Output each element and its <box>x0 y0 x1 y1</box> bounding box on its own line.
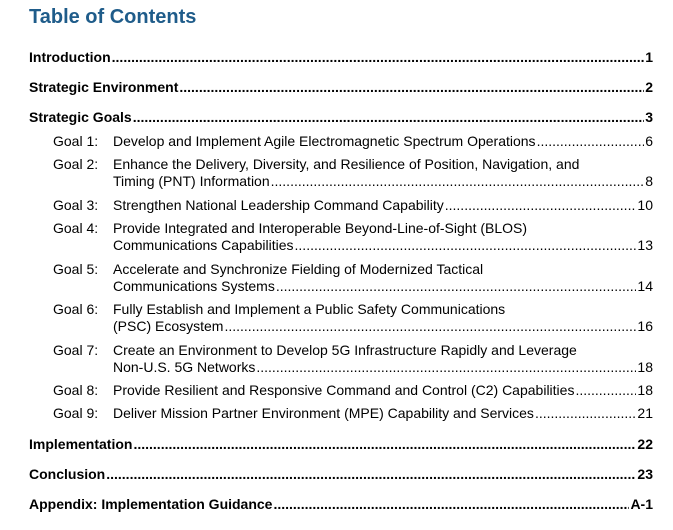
dot-leader <box>276 278 637 295</box>
toc-entry-label: Strategic Goals <box>29 109 132 125</box>
toc-entry-goal-4[interactable] <box>53 220 653 254</box>
goal-title-line1: Enhance the Delivery, Diversity, and Resilience of Position, Navigation, and <box>113 156 580 172</box>
toc-entry-label: Appendix: Implementation Guidance <box>29 496 273 512</box>
toc-entry-goal-9[interactable] <box>53 405 653 422</box>
dot-leader <box>445 197 637 214</box>
toc-page-number: 2 <box>645 79 653 95</box>
toc-page-number: 14 <box>637 278 653 294</box>
dot-leader <box>271 173 645 190</box>
toc-page-number: 1 <box>645 49 653 65</box>
goal-number: Goal 8: <box>53 382 99 398</box>
goal-number: Goal 1: <box>53 133 99 149</box>
dot-leader <box>179 79 644 96</box>
goal-title: Strengthen National Leadership Command Capability <box>113 197 444 213</box>
toc-page-number: 6 <box>645 133 653 149</box>
toc-entry-goal-5[interactable] <box>53 261 653 295</box>
goal-number: Goal 9: <box>53 405 99 421</box>
toc-page-number: 23 <box>637 466 653 482</box>
toc-page-number: 13 <box>637 237 653 253</box>
goal-title-line2: Communications Systems <box>113 278 275 294</box>
goal-number: Goal 3: <box>53 197 99 213</box>
goal-title-line2: Timing (PNT) Information <box>113 173 270 189</box>
toc-page-number: 8 <box>645 173 653 189</box>
goal-title: Deliver Mission Partner Environment (MPE) Capability and Services <box>113 405 534 421</box>
toc-entry-strategic-environment[interactable] <box>29 79 653 96</box>
goal-number: Goal 2: <box>53 156 99 172</box>
toc-page-number: 10 <box>637 197 653 213</box>
toc-entry-goal-3[interactable] <box>53 197 653 214</box>
goal-title-line1: Create an Environment to Develop 5G Infrastructure Rapidly and Leverage <box>113 342 577 358</box>
toc-entry-label: Strategic Environment <box>29 79 179 95</box>
toc-entry-conclusion[interactable] <box>29 466 653 483</box>
toc-entry-goal-1[interactable] <box>53 133 653 150</box>
dot-leader <box>535 405 636 422</box>
dot-leader <box>133 436 636 453</box>
goal-title-line2: Non-U.S. 5G Networks <box>113 359 256 375</box>
goal-title-line2: Communications Capabilities <box>113 237 294 253</box>
toc-entry-goal-6[interactable] <box>53 301 653 335</box>
toc-entry-goal-8[interactable] <box>53 382 653 399</box>
dot-leader <box>273 496 629 513</box>
toc-entry-implementation[interactable] <box>29 436 653 453</box>
toc-page-number: 18 <box>637 382 653 398</box>
dot-leader <box>575 382 636 399</box>
goal-number: Goal 7: <box>53 342 99 358</box>
toc-entry-label: Conclusion <box>29 466 106 482</box>
dot-leader <box>224 318 636 335</box>
toc-page-number: 18 <box>637 359 653 375</box>
toc-entry-label: Introduction <box>29 49 111 65</box>
toc-page-number: A-1 <box>630 496 653 512</box>
goal-title: Provide Resilient and Responsive Command and Control (C2) Capabilities <box>113 382 575 398</box>
toc-entry-introduction[interactable] <box>29 49 653 66</box>
goal-title-line2: (PSC) Ecosystem <box>113 318 224 334</box>
goal-title-line1: Provide Integrated and Interoperable Beyond-Line-of-Sight (BLOS) <box>113 220 528 236</box>
toc-page-number: 22 <box>637 436 653 452</box>
dot-leader <box>256 359 636 376</box>
toc-page-number: 21 <box>637 405 653 421</box>
goal-number: Goal 4: <box>53 220 99 236</box>
toc-entry-appendix[interactable] <box>29 496 653 513</box>
goal-title-line1: Fully Establish and Implement a Public Safety Communications <box>113 301 506 317</box>
toc-entry-goal-7[interactable] <box>53 342 653 376</box>
goal-number: Goal 6: <box>53 301 99 317</box>
toc-page-number: 3 <box>645 109 653 125</box>
toc-entry-strategic-goals[interactable] <box>29 109 653 126</box>
dot-leader <box>537 133 645 150</box>
toc-page-number: 16 <box>637 318 653 334</box>
goal-title: Develop and Implement Agile Electromagnetic Spectrum Operations <box>113 133 536 149</box>
dot-leader <box>295 237 637 254</box>
dot-leader <box>112 49 645 66</box>
dot-leader <box>133 109 645 126</box>
dot-leader <box>106 466 636 483</box>
goal-title-line1: Accelerate and Synchronize Fielding of Modernized Tactical <box>113 261 484 277</box>
toc-entry-goal-2[interactable] <box>53 156 653 190</box>
goal-number: Goal 5: <box>53 261 99 277</box>
toc-entry-label: Implementation <box>29 436 133 452</box>
page-title: Table of Contents <box>29 6 197 28</box>
